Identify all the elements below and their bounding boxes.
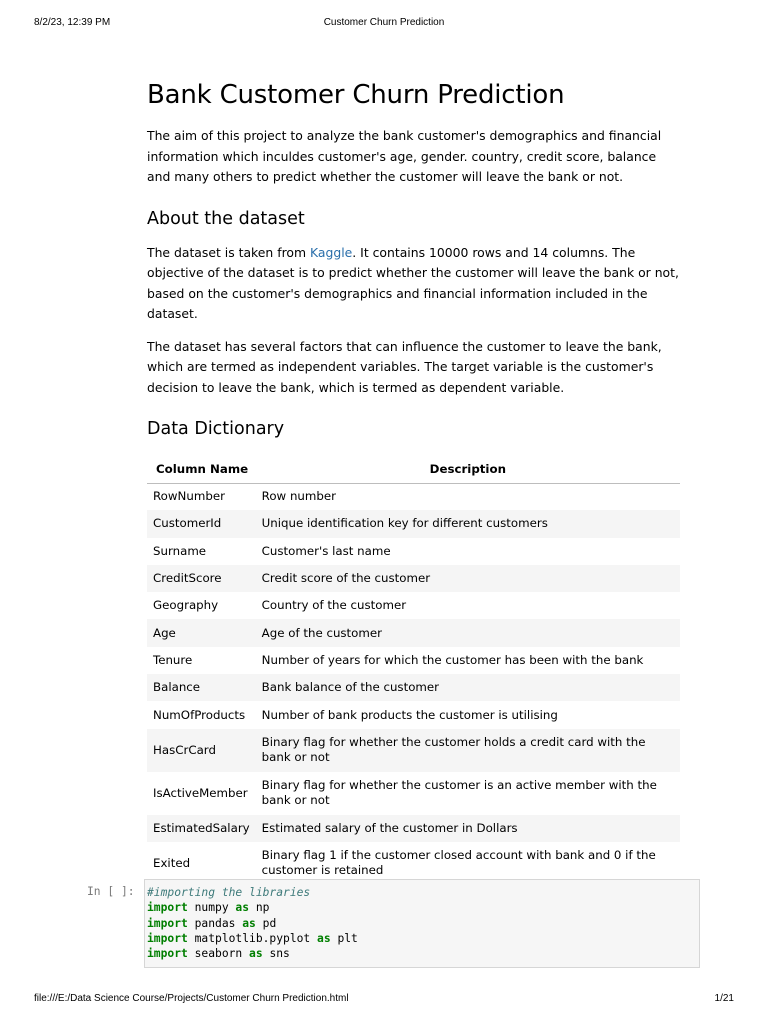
column-name-cell: Tenure xyxy=(153,652,193,667)
column-name-cell: Exited xyxy=(153,855,191,870)
description-cell: Binary flag for whether the customer is an active member with the bank or not xyxy=(261,778,657,808)
code-line xyxy=(147,916,697,931)
code-line xyxy=(147,946,697,961)
description-cell: Customer's last name xyxy=(261,543,391,558)
column-name-cell: CreditScore xyxy=(153,571,222,586)
column-name-cell: NumOfProducts xyxy=(153,707,246,722)
dataset-factors-paragraph: The dataset has several factors that can influence the customer to leave the bank, which are termed as independent variables. The target variable is the customer's decision to leave the bank, which is termed as dependent variable. xyxy=(147,338,662,395)
table-row xyxy=(147,815,680,842)
module-alias: plt xyxy=(330,931,358,945)
module-alias: sns xyxy=(262,947,290,961)
column-name-cell: EstimatedSalary xyxy=(153,820,250,835)
column-name-cell: Geography xyxy=(153,598,219,613)
module-alias: np xyxy=(249,901,270,915)
code-comment: #importing the libraries xyxy=(147,886,311,899)
print-footer xyxy=(34,993,734,1007)
column-name-cell: HasCrCard xyxy=(153,742,216,757)
table-row xyxy=(147,510,680,537)
print-header xyxy=(34,17,734,31)
code-line xyxy=(147,900,697,915)
description-header: Description xyxy=(256,455,680,483)
column-name-cell: CustomerId xyxy=(153,516,222,531)
as-keyword: as xyxy=(235,901,250,915)
as-keyword: as xyxy=(249,947,263,961)
about-dataset-heading: About the dataset xyxy=(147,208,305,229)
kaggle-link[interactable]: Kaggle xyxy=(309,244,353,260)
description-cell: Unique identification key for different customers xyxy=(261,516,548,531)
column-name-cell: Age xyxy=(153,625,176,640)
as-keyword: as xyxy=(317,931,331,945)
column-name-cell: RowNumber xyxy=(153,489,225,504)
page-title: Bank Customer Churn Prediction xyxy=(147,80,565,110)
print-title: Customer Churn Prediction xyxy=(323,17,445,28)
column-name-cell: Surname xyxy=(153,543,207,558)
module-name: numpy xyxy=(187,901,236,915)
description-cell: Binary flag for whether the customer holds a credit card with the bank or not xyxy=(261,735,646,765)
import-keyword: import xyxy=(147,947,188,961)
column-name-header: Column Name xyxy=(147,455,256,483)
column-name-cell: IsActiveMember xyxy=(153,785,248,800)
table-header-row xyxy=(147,455,680,483)
module-alias: pd xyxy=(255,916,277,930)
module-name: pandas xyxy=(187,916,243,930)
data-dictionary-table xyxy=(147,455,680,885)
table-row xyxy=(147,674,680,701)
print-file-path: file:///E:/Data Science Course/Projects/Customer Churn Prediction.html xyxy=(34,993,349,1004)
description-cell: Bank balance of the customer xyxy=(261,680,440,695)
module-name: matplotlib.pyplot xyxy=(187,931,318,945)
notebook-content xyxy=(147,78,681,885)
table-row xyxy=(147,592,680,619)
print-page-number: 1/21 xyxy=(714,993,734,1004)
intro-paragraph: The aim of this project to analyze the bank customer's demographics and financial information which inculdes customer's age, gender. country, credit score, balance and many others to predict whether the customer will leave the bank or not. xyxy=(147,128,662,184)
table-row xyxy=(147,701,680,728)
module-name: seaborn xyxy=(187,947,250,961)
description-cell: Binary flag 1 if the customer closed account with bank and 0 if the customer is retained xyxy=(261,848,656,878)
print-datetime: 8/2/23, 12:39 PM xyxy=(34,17,111,28)
table-row xyxy=(147,619,680,646)
import-keyword: import xyxy=(147,916,188,930)
description-cell: Number of bank products the customer is utilising xyxy=(261,707,558,722)
table-row xyxy=(147,538,680,565)
description-cell: Country of the customer xyxy=(261,598,407,613)
table-row xyxy=(147,483,680,510)
table-row xyxy=(147,565,680,592)
description-cell: Number of years for which the customer has been with the bank xyxy=(261,652,644,667)
table-row xyxy=(147,772,680,815)
as-keyword: as xyxy=(242,916,256,930)
dataset-source-text-before: The dataset is taken from xyxy=(147,244,310,260)
description-cell: Credit score of the customer xyxy=(261,571,431,586)
cell-prompt: In [ ]: xyxy=(87,885,135,898)
column-name-cell: Balance xyxy=(153,680,201,695)
description-cell: Estimated salary of the customer in Dollars xyxy=(261,820,518,835)
code-editor[interactable] xyxy=(144,879,700,968)
code-line xyxy=(147,931,697,946)
dataset-source-paragraph xyxy=(147,243,681,325)
description-cell: Row number xyxy=(261,489,336,504)
import-keyword: import xyxy=(147,931,188,945)
table-row xyxy=(147,647,680,674)
dataset-source-text-after: . It contains 10000 rows and 14 columns. The objective of the dataset is to predict whether the customer will leave the bank or not, based on the customer's demographics and financial information included in the dataset. xyxy=(147,244,679,321)
table-row xyxy=(147,729,680,772)
import-keyword: import xyxy=(147,901,188,915)
description-cell: Age of the customer xyxy=(261,625,383,640)
data-dictionary-heading: Data Dictionary xyxy=(147,419,285,439)
